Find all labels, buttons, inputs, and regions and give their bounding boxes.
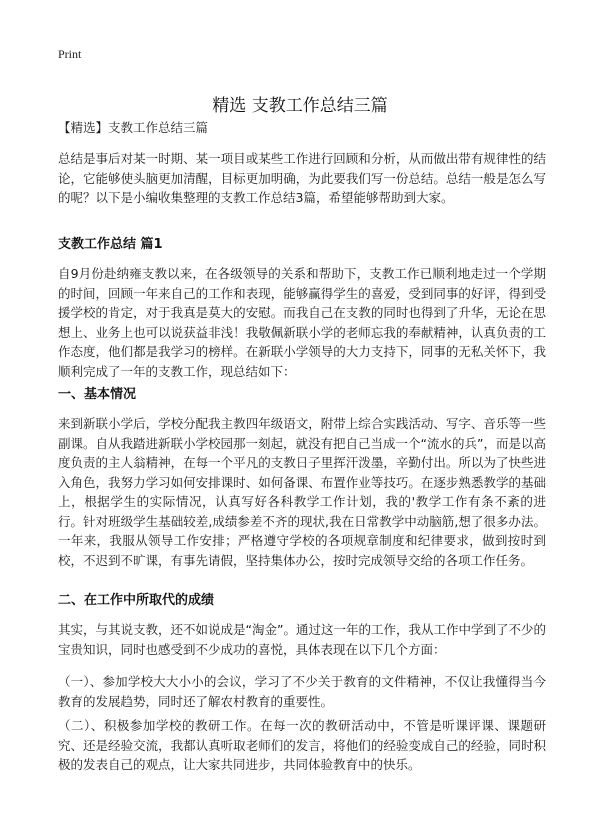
document-subtitle: 【精选】支教工作总结三篇 [58, 120, 209, 135]
section-basic-heading: 一、基本情况 [58, 387, 137, 402]
intro-paragraph: 总结是事后对某一时期、某一项目或某些工作进行回顾和分析，从而做出带有规律性的结论，它能够使头脑更加清醒，目标更加明确，为此要我们写一份总结。总结一般是怎么写的呢？以下是小编收集整理的支教工作总结3篇，希望能够帮助到大家。 [58, 151, 546, 205]
section-results-paragraph: 其实，与其说支教，还不如说成是“淘金”。通过这一年的工作，我从工作中学到了不少的宝贵知识，同时也感受到不少成功的喜悦，具体表现在以下几个方面： [58, 622, 546, 657]
results-item-1: （一）、参加学校大大小小的会议，学习了不少关于教育的文件精神，不仅让我懂得当今教育的发展趋势，同时还了解农村教育的重要性。 [58, 674, 546, 709]
section-results-heading: 二、在工作中所取代的成绩 [58, 593, 215, 608]
section-basic-paragraph: 来到新联小学后，学校分配我主教四年级语文，附带上综合实践活动、写字、音乐等一些副课。自从我踏进新联小学校园那一刻起，就没有把自己当成一个“流水的兵”，而是以高度负责的主人翁精神，在每一个平凡的支教日子里挥汗泼墨，辛勤付出。所以为了快些进入角色，我努力学习如何安排课时、如何备课、布置作业等技巧。在逐步熟悉教学的基础上，根据学生的实际情况，认真写好各科教学工作计划，我的'教学工作有条不紊的进行。针对班级学生基础较差,成绩参差不齐的现状,我在日常教学中动脑筋,想了很多办法。一年来，我服从领导工作安排；严格遵守学校的各项规章制度和纪律要求，做到按时到校，不迟到不旷课，有事先请假，坚持集体办公，按时完成领导交给的各项工作任务。 [58, 416, 546, 568]
article-heading: 支教工作总结 篇1 [58, 237, 163, 252]
print-link[interactable]: Print [58, 47, 82, 61]
document-title: 精选 支教工作总结三篇 [212, 96, 388, 117]
article-intro-paragraph: 自9月份赴纳雍支教以来，在各级领导的关系和帮助下，支教工作已顺利地走过一个学期的时间，回顾一年来自己的工作和表现，能够赢得学生的喜爱，受到同事的好评，得到受援学校的肯定，对于我真是莫大的安慰。而我自己在支教的同时也得到了升华，无论在思想上、业务上也可以说获益非浅！我敬佩新联小学的老师忘我的奉献精神，认真负责的工作态度，他们都是我学习的榜样。在新联小学领导的大力支持下，同事的无私关怀下，我顺利完成了一年的支教工作，现总结如下： [58, 266, 546, 379]
results-item-2: （二）、积极参加学校的教研工作。在每一次的教研活动中，不管是听课评课、课题研究、还是经验交流，我都认真听取老师们的发言，将他们的经验变成自己的经验，同时积极的发表自己的观点，让大家共同进步，共同体验教育中的快乐。 [58, 718, 546, 772]
